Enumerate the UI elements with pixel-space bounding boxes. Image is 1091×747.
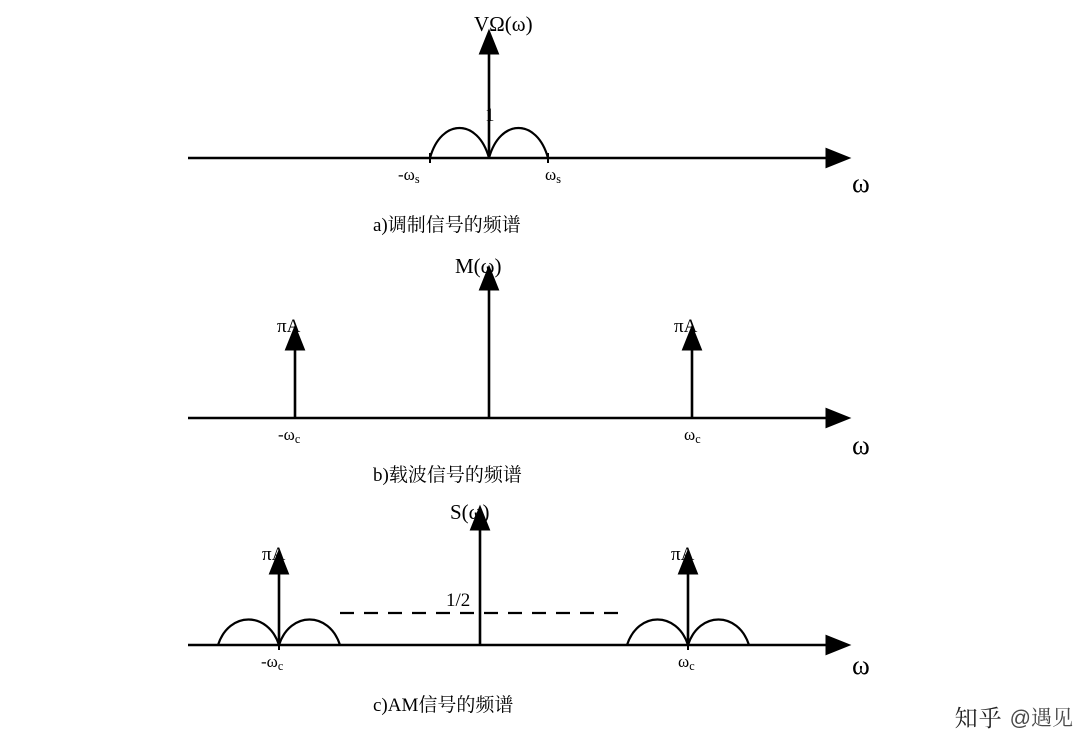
panel-b-graph — [188, 288, 828, 418]
panel-a-left-lobe — [430, 128, 489, 158]
panel-c-right-lobe-2 — [688, 620, 749, 646]
panel-b-impulse-label-right: πA — [674, 316, 698, 337]
panel-c-tick-label-right: $\omega_c$ — [678, 652, 695, 674]
panel-c-left-lobe-2 — [279, 620, 340, 646]
panel-a-amplitude-label: 1 — [485, 105, 495, 126]
watermark-handle: @遇见 — [1009, 706, 1073, 730]
panel-c-axis-label: ω — [852, 650, 870, 680]
panel-c-left-lobe-1 — [218, 620, 279, 646]
panel-a-graph — [188, 52, 828, 163]
panel-c-impulse-label-right: πA — [671, 544, 695, 565]
panel-b-caption: b)载波信号的频谱 — [373, 465, 522, 486]
panel-c-right-lobe-1 — [627, 620, 688, 646]
watermark — [955, 700, 1073, 733]
panel-c-caption: c)AM信号的频谱 — [373, 695, 514, 716]
panel-b-tick-label-right: $\omega_c$ — [684, 425, 701, 447]
panel-a-function-label: VΩ(ω) — [474, 12, 533, 36]
panel-c-function-label: S(ω) — [450, 500, 490, 524]
zhihu-logo: 知乎 — [954, 706, 1003, 731]
panel-b-function-label: M(ω) — [455, 254, 502, 278]
panel-b-tick-label-left: $-\omega_c$ — [278, 425, 301, 447]
panel-b-axis-label: ω — [852, 430, 870, 460]
panel-a-tick-label-right: $\omega_s$ — [545, 165, 561, 187]
panel-b-impulse-label-left: πA — [277, 316, 301, 337]
panel-a-axis-label: ω — [852, 168, 870, 198]
panel-c-tick-label-left: $-\omega_c$ — [261, 652, 284, 674]
panel-a-caption: a)调制信号的频谱 — [373, 215, 521, 236]
panel-a-tick-label-left: $-\omega_s$ — [398, 165, 420, 187]
panel-a-right-lobe — [489, 128, 548, 158]
panel-c-amplitude-label: 1/2 — [446, 590, 471, 611]
panel-c-impulse-label-left: πA — [262, 544, 286, 565]
